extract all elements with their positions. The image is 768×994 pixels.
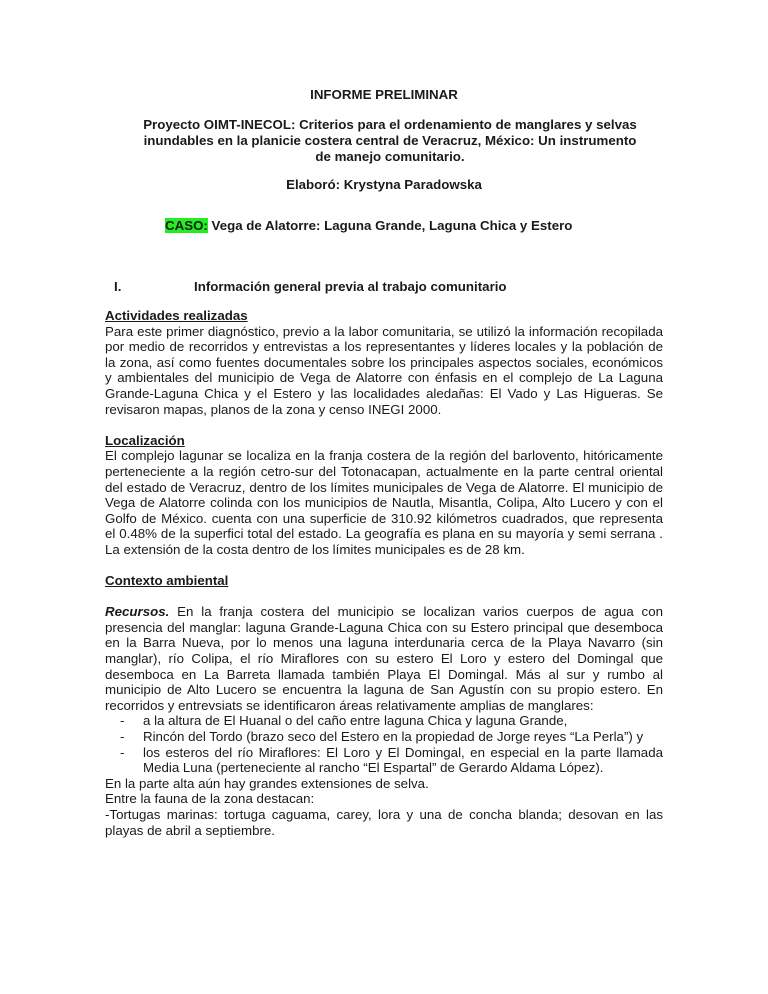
recursos-lead: Recursos. bbox=[105, 604, 170, 620]
case-text: Vega de Alatorre: Laguna Grande, Laguna Chica y Estero bbox=[207, 218, 573, 233]
section-number: I. bbox=[114, 279, 122, 294]
paragraph-localizacion: El complejo lagunar se localiza en la franja costera de la región del barlovento, hitóricamente perteneciente a la región cetro-sur del Totonacapan, actualmente en la parte central oriental del estado de Veracruz, dentro de los límites municipales de Vega de Alatorre. El municipio de Vega de Alatorre colinda con los municipios de Nautla, Misantla, Colipa, Alto Lucero y con el Golfo de México. cuenta con una superficie de 310.92 kilómetros cuadrados, que representa el 0.48% de la superfici total del estado. La geografía es plana en su mayoría y semi serrana . La extensión de la costa dentro de los límites municipales es de 28 km. bbox=[105, 448, 663, 557]
list-item: - los esteros del río Miraflores: El Loro y El Domingal, en especial en la parte llamada Media Luna (perteneciente al rancho “El Espartal” de Gerardo Aldama López). bbox=[105, 745, 663, 776]
heading-actividades: Actividades realizadas bbox=[105, 308, 248, 323]
paragraph-tortugas: -Tortugas marinas: tortuga caguama, carey, lora y una de concha blanda; desovan en las playas de abril a septiembre. bbox=[105, 807, 663, 838]
case-label-highlight: CASO: bbox=[165, 218, 208, 233]
case-line bbox=[165, 218, 572, 233]
author-line: Elaboró: Krystyna Paradowska bbox=[286, 177, 482, 192]
section-title: Información general previa al trabajo comunitario bbox=[194, 279, 507, 294]
report-title: INFORME PRELIMINAR bbox=[310, 87, 458, 102]
section-heading bbox=[114, 279, 507, 294]
paragraph-recursos: Recursos. En la franja costera del municipio se localizan varios cuerpos de agua con presencia del manglar: laguna Grande-Laguna Chica con su Estero principal que desemboca en la Barra Nueva, por lo menos una laguna interdunaria cerca de la Playa Navarro (sin manglar), río Colipa, el río Miraflores con su estero El Loro y estero del Domingal que desemboca en La Barreta llamada también Playa El Domingal. Más al sur y rumbo al municipio de Alto Lucero se encuentra la laguna de San Agustín con su propio estero. En recorridos y entrevsiats se identificaron áreas relativamente amplias de manglares: bbox=[105, 604, 663, 713]
heading-contexto: Contexto ambiental bbox=[105, 573, 229, 589]
paragraph-selva: En la parte alta aún hay grandes extensiones de selva. bbox=[105, 775, 429, 791]
paragraph-fauna-intro: Entre la fauna de la zona destacan: bbox=[105, 791, 315, 807]
mangrove-list bbox=[105, 713, 663, 775]
document-body bbox=[105, 308, 663, 838]
list-item: - a la altura de El Huanal o del caño entre laguna Chica y laguna Grande, bbox=[105, 713, 663, 729]
project-title: Proyecto OIMT-INECOL: Criterios para el ordenamiento de manglares y selvas inundables en la planicie costera central de Veracruz, México: Un instrumento de manejo comunitario. bbox=[143, 117, 637, 164]
list-item: - Rincón del Tordo (brazo seco del Estero en la propiedad de Jorge reyes “La Perla”) y bbox=[105, 729, 663, 745]
paragraph-actividades: Para este primer diagnóstico, previo a la labor comunitaria, se utilizó la información recopilada por medio de recorridos y entrevistas a los representantes y líderes locales y la población de la zona, así como fuentes documentales sobre los principales aspectos sociales, económicos y ambientales del municipio de Vega de Alatorre con énfasis en el complejo de La Laguna Grande-Laguna Chica y el Estero y las localidades aledañas: El Vado y Las Higueras. Se revisaron mapas, planos de la zona y censo INEGI 2000. bbox=[105, 323, 663, 417]
heading-localizacion: Localización bbox=[105, 432, 185, 448]
